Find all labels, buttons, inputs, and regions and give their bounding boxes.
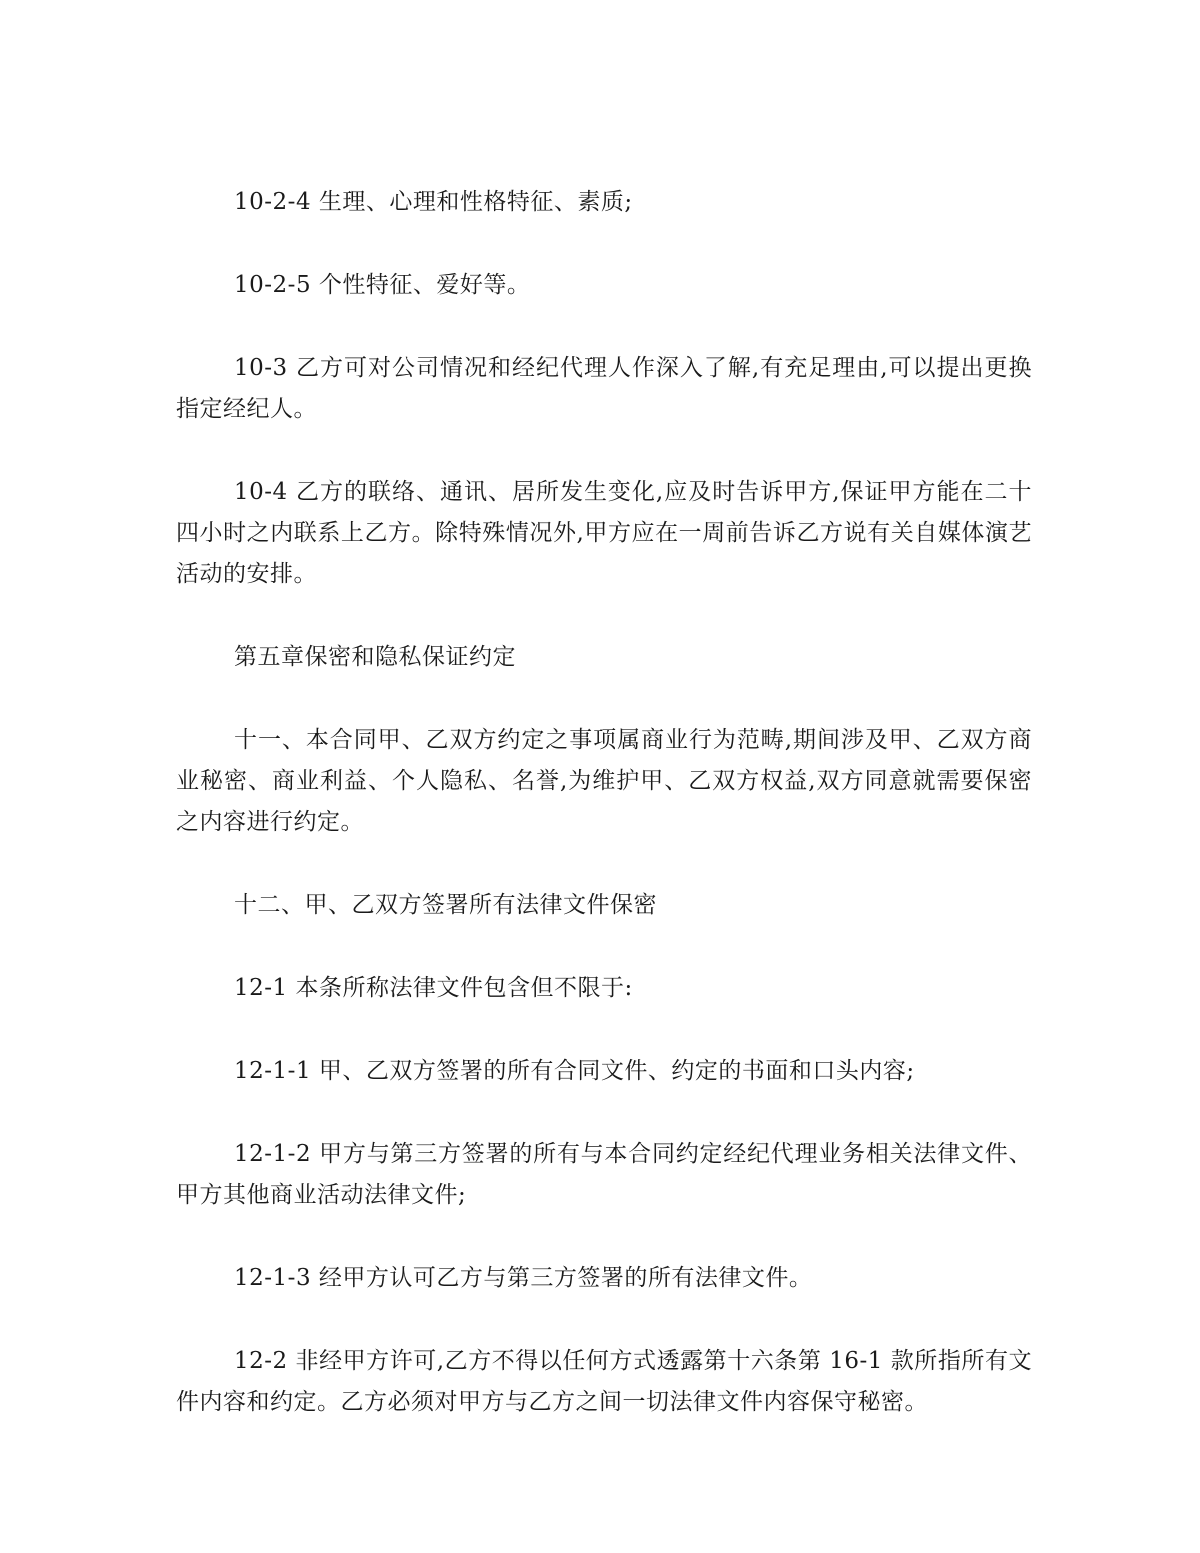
clause-12-1-2: 12-1-2 甲方与第三方签署的所有与本合同约定经纪代理业务相关法律文件、甲方其他商业活动法律文件; <box>176 1141 1032 1208</box>
article-12-heading: 十二、甲、乙双方签署所有法律文件保密 <box>234 892 657 918</box>
clause-12-1-1: 12-1-1 甲、乙双方签署的所有合同文件、约定的书面和口头内容; <box>234 1058 915 1084</box>
clause-10-3: 10-3 乙方可对公司情况和经纪代理人作深入了解,有充足理由,可以提出更换指定经纪人。 <box>176 355 1032 422</box>
clause-10-2-5: 10-2-5 个性特征、爱好等。 <box>234 272 531 298</box>
chapter-5-heading: 第五章保密和隐私保证约定 <box>234 644 516 670</box>
clause-10-2-4: 10-2-4 生理、心理和性格特征、素质; <box>234 189 633 215</box>
clause-12-1-3: 12-1-3 经甲方认可乙方与第三方签署的所有法律文件。 <box>234 1265 813 1291</box>
article-11: 十一、本合同甲、乙双方约定之事项属商业行为范畴,期间涉及甲、乙双方商业秘密、商业利益、个人隐私、名誉,为维护甲、乙双方权益,双方同意就需要保密之内容进行约定。 <box>176 727 1032 835</box>
clause-12-2: 12-2 非经甲方许可,乙方不得以任何方式透露第十六条第 16-1 款所指所有文件内容和约定。乙方必须对甲方与乙方之间一切法律文件内容保守秘密。 <box>176 1348 1032 1415</box>
document-body <box>176 182 1032 1465</box>
clause-10-4: 10-4 乙方的联络、通讯、居所发生变化,应及时告诉甲方,保证甲方能在二十四小时之内联系上乙方。除特殊情况外,甲方应在一周前告诉乙方说有关自媒体演艺活动的安排。 <box>176 479 1032 587</box>
clause-12-1: 12-1 本条所称法律文件包含但不限于: <box>234 975 633 1001</box>
